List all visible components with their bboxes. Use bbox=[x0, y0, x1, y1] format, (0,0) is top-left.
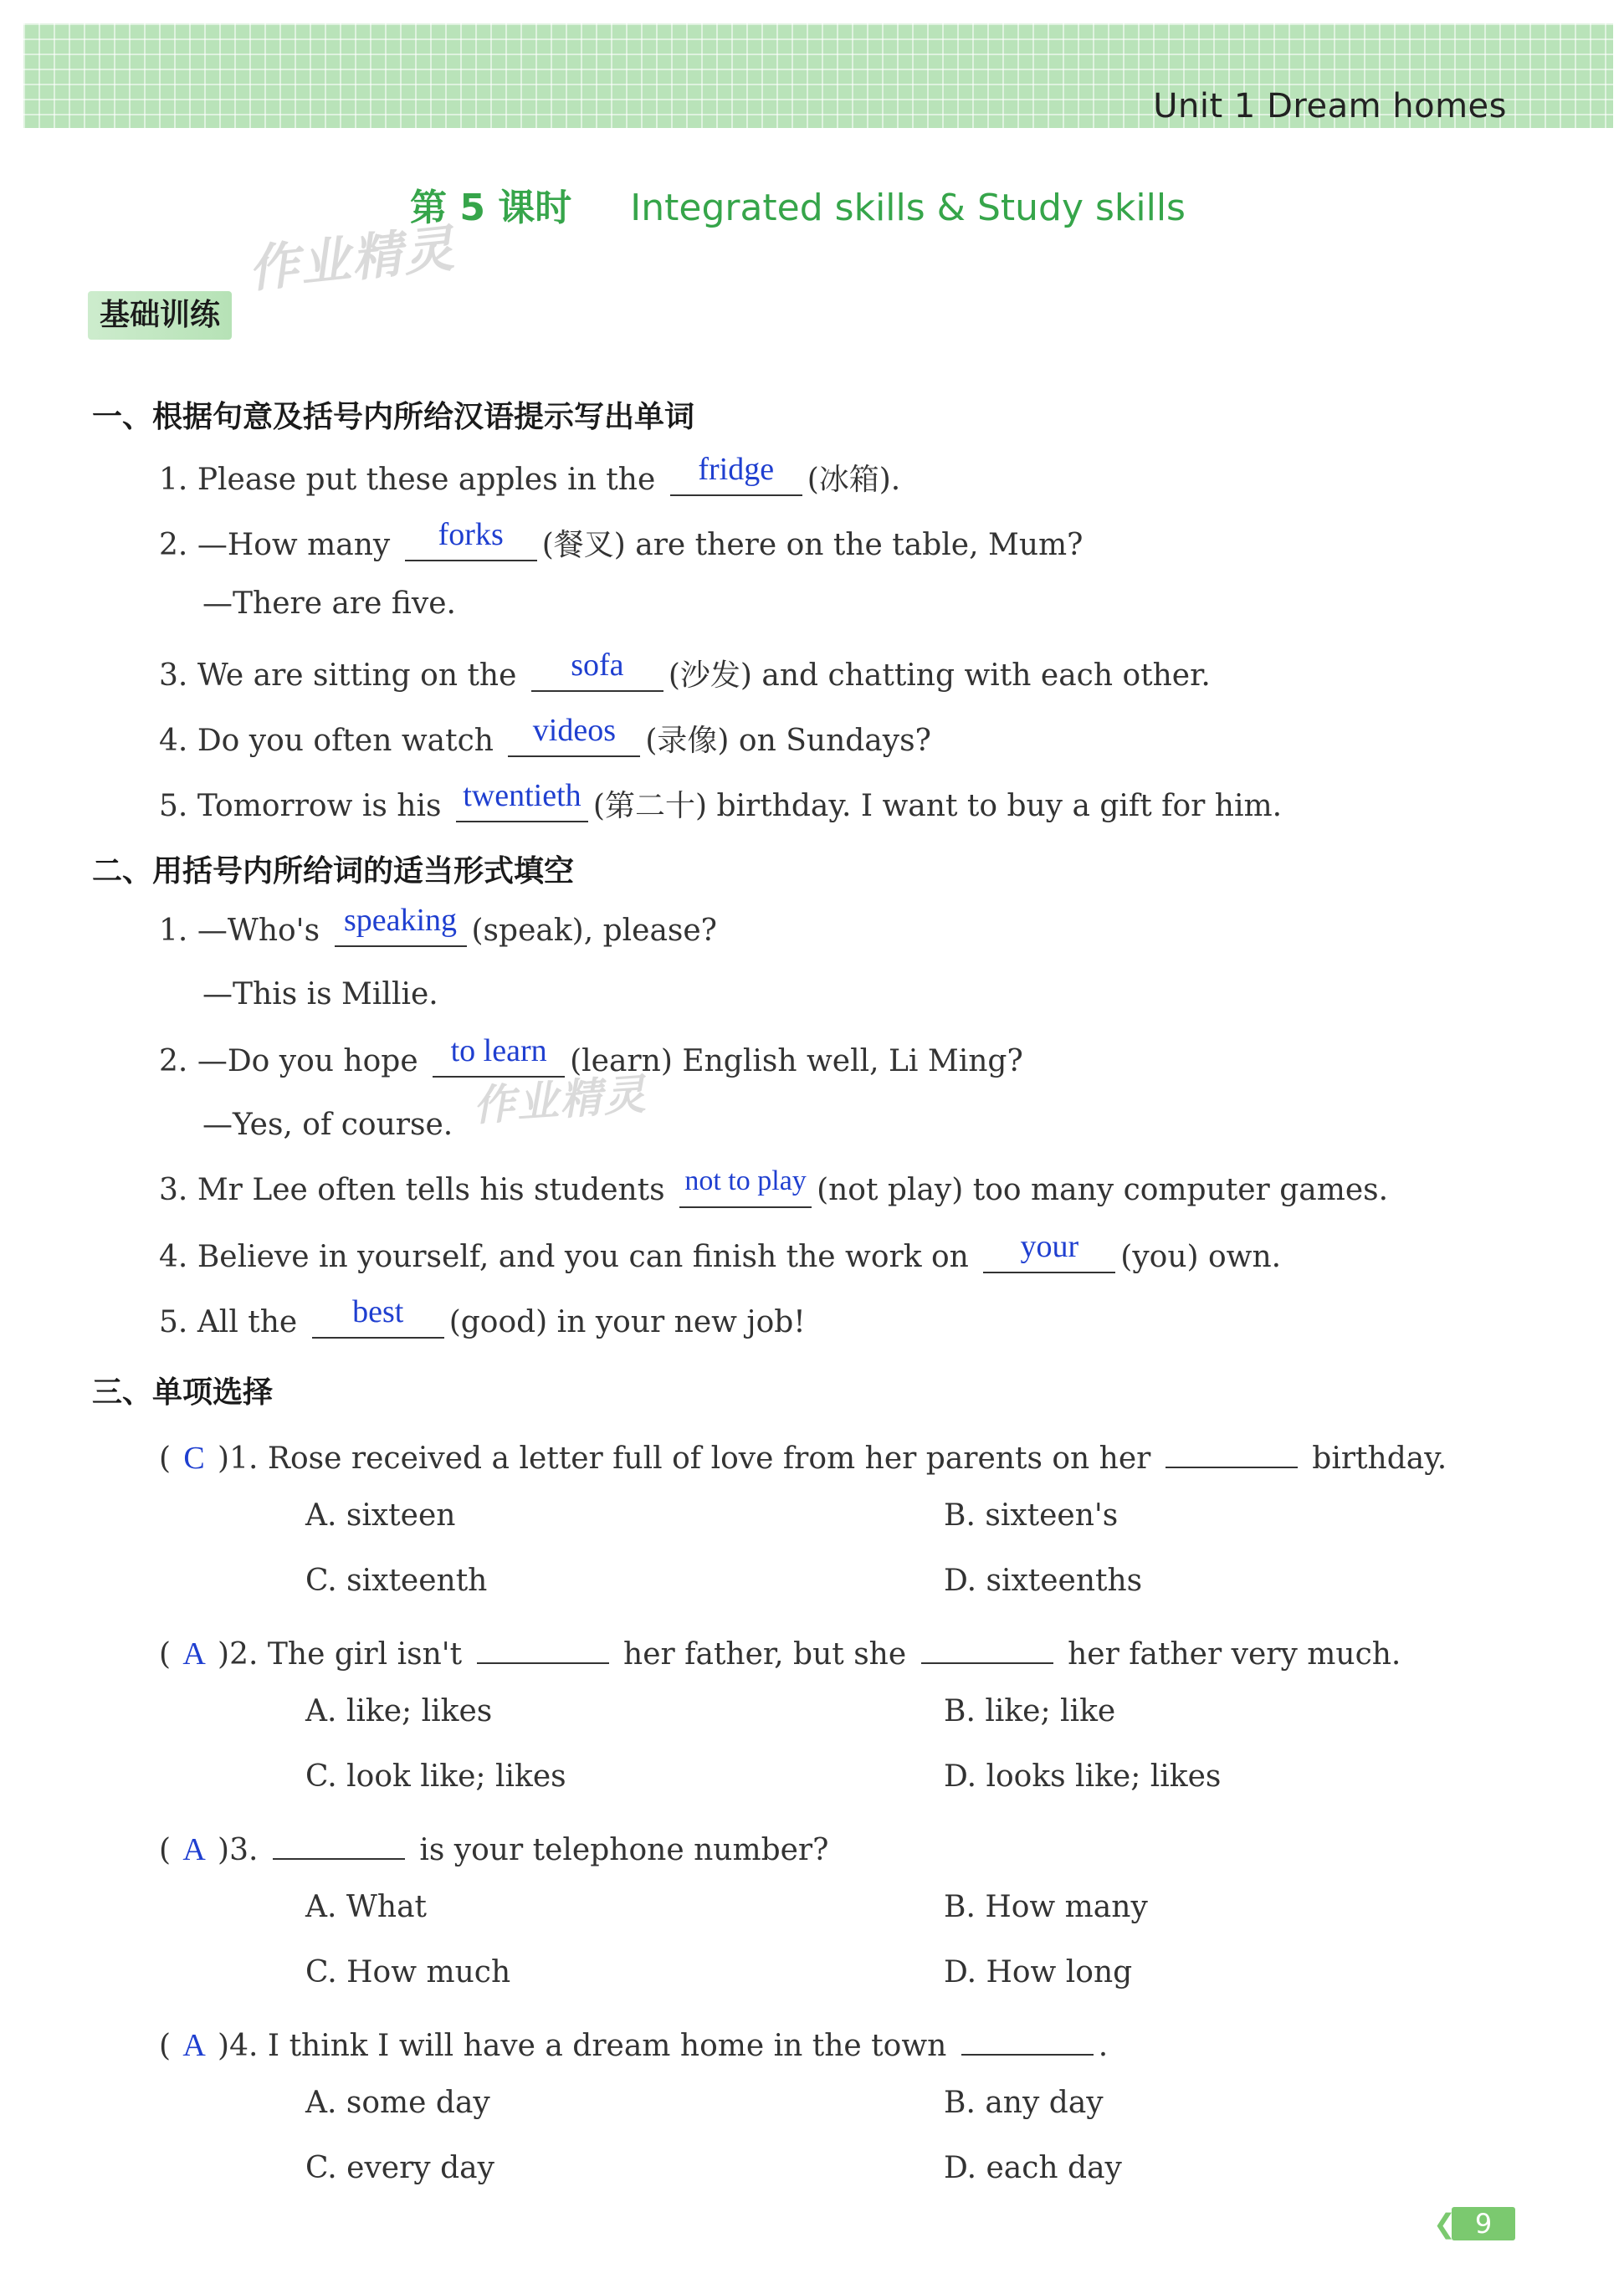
mc-q4-answer[interactable]: A bbox=[182, 2028, 206, 2063]
lesson-topic: Integrated skills & Study skills bbox=[630, 187, 1186, 229]
s2-q4-blank[interactable]: your bbox=[983, 1238, 1115, 1273]
s1-q1: 1. Please put these apples in the fridge (冰箱). bbox=[159, 452, 901, 497]
mc-q4-option-c[interactable]: C. every day bbox=[305, 2151, 494, 2185]
watermark-logo: 作业精灵 bbox=[471, 1069, 649, 1131]
section-badge: 基础训练 bbox=[88, 291, 232, 340]
mc-q1-blank bbox=[1165, 1433, 1298, 1468]
mc-q2-option-a[interactable]: A. like; likes bbox=[305, 1694, 493, 1728]
mc-q4: ( A )4. I think I will have a dream home in the town . bbox=[159, 2020, 1108, 2064]
mc-q1-option-c[interactable]: C. sixteenth bbox=[305, 1564, 488, 1598]
s2-q5: 5. All the best (good) in your new job! bbox=[159, 1294, 806, 1339]
s2-q2: 2. —Do you hope to learn (learn) English well, Li Ming? bbox=[159, 1033, 1023, 1078]
s2-q1: 1. —Who's speaking (speak), please? bbox=[159, 903, 717, 948]
mc-q3-option-b[interactable]: B. How many bbox=[944, 1890, 1148, 1924]
mc-q2-option-b[interactable]: B. like; like bbox=[944, 1694, 1116, 1728]
chevron-left-icon: ❮ bbox=[1433, 2208, 1456, 2240]
s1-q2-reply: —There are five. bbox=[202, 586, 456, 621]
mc-q1-answer[interactable]: C bbox=[183, 1441, 205, 1476]
mc-q3: ( A )3. is your telephone number? bbox=[159, 1825, 828, 1868]
mc-q4-blank bbox=[961, 2020, 1094, 2056]
s1-q4: 4. Do you often watch videos (录像) on Sundays? bbox=[159, 713, 931, 758]
mc-q2-blank-2 bbox=[921, 1629, 1053, 1664]
mc-q2-blank-1 bbox=[477, 1629, 609, 1664]
mc-q3-option-d[interactable]: D. How long bbox=[944, 1955, 1133, 1989]
mc-q1-option-a[interactable]: A. sixteen bbox=[305, 1498, 456, 1533]
mc-q3-answer[interactable]: A bbox=[182, 1832, 206, 1867]
s2-q1-blank[interactable]: speaking bbox=[335, 912, 467, 947]
s2-q2-blank[interactable]: to learn bbox=[433, 1042, 565, 1078]
section2-title: 二、用括号内所给词的适当形式填空 bbox=[92, 854, 575, 888]
s1-q5: 5. Tomorrow is his twentieth (第二十) birthday. I want to buy a gift for him. bbox=[159, 778, 1283, 823]
s1-q5-blank[interactable]: twentieth bbox=[456, 787, 588, 822]
mc-q3-blank bbox=[273, 1825, 405, 1860]
s1-q2: 2. —How many forks (餐叉) are there on the table, Mum? bbox=[159, 517, 1084, 562]
mc-q4-option-d[interactable]: D. each day bbox=[944, 2151, 1122, 2185]
s2-q1-reply: —This is Millie. bbox=[202, 977, 438, 1011]
mc-q1: ( C )1. Rose received a letter full of love from her parents on her birthday. bbox=[159, 1433, 1447, 1477]
mc-q3-option-c[interactable]: C. How much bbox=[305, 1955, 511, 1989]
lesson-title bbox=[410, 177, 1186, 231]
section3-title: 三、单项选择 bbox=[92, 1375, 274, 1410]
s2-q3: 3. Mr Lee often tells his students not to play (not play) too many computer games. bbox=[159, 1165, 1389, 1207]
section1-title: 一、根据句意及括号内所给汉语提示写出单词 bbox=[92, 400, 695, 434]
s1-q2-blank[interactable]: forks bbox=[405, 526, 537, 561]
s1-q1-blank[interactable]: fridge bbox=[670, 461, 802, 496]
mc-q4-option-a[interactable]: A. some day bbox=[305, 2086, 490, 2120]
s1-q3: 3. We are sitting on the sofa (沙发) and chatting with each other. bbox=[159, 648, 1211, 693]
mc-q2-option-d[interactable]: D. looks like; likes bbox=[944, 1759, 1222, 1794]
page-number: ❮ 9 bbox=[1452, 2207, 1515, 2240]
s1-q4-blank[interactable]: videos bbox=[508, 722, 640, 757]
mc-q2-option-c[interactable]: C. look like; likes bbox=[305, 1759, 566, 1794]
watermark-logo: 作业精灵 bbox=[245, 219, 459, 300]
lesson-number: 第 5 课时 bbox=[410, 187, 572, 229]
s1-q3-blank[interactable]: sofa bbox=[531, 657, 663, 692]
s2-q5-blank[interactable]: best bbox=[312, 1303, 444, 1339]
s2-q2-reply: —Yes, of course. bbox=[202, 1108, 453, 1142]
mc-q2: ( A )2. The girl isn't her father, but she her father very much. bbox=[159, 1629, 1401, 1672]
unit-title: Unit 1 Dream homes bbox=[1153, 87, 1507, 125]
mc-q1-option-d[interactable]: D. sixteenths bbox=[944, 1564, 1143, 1598]
mc-q2-answer[interactable]: A bbox=[182, 1636, 206, 1672]
mc-q3-option-a[interactable]: A. What bbox=[305, 1890, 428, 1924]
mc-q4-option-b[interactable]: B. any day bbox=[944, 2086, 1104, 2120]
s2-q3-blank[interactable]: not to play bbox=[679, 1173, 812, 1208]
mc-q1-option-b[interactable]: B. sixteen's bbox=[944, 1498, 1119, 1533]
s2-q4: 4. Believe in yourself, and you can finish the work on your (you) own. bbox=[159, 1229, 1282, 1274]
